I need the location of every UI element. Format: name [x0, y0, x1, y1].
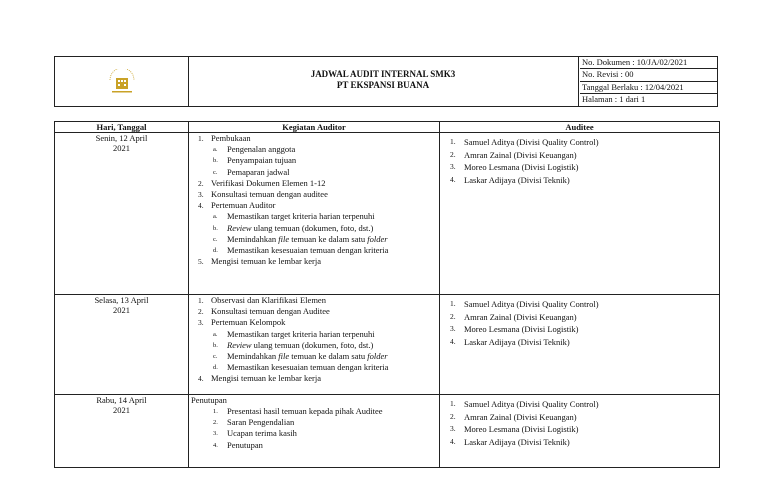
list-item-text: Memindahkan file temuan ke dalam satu folder — [227, 351, 388, 362]
auditee-cell — [440, 133, 720, 295]
list-item-number: c. — [213, 168, 218, 176]
date-text: Senin, 12 April — [95, 133, 148, 143]
list-item — [440, 336, 719, 349]
company-logo-icon — [107, 69, 137, 95]
auditee-name: Moreo Lesmana (Divisi Logistik) — [464, 424, 579, 434]
list-item-number: 3. — [450, 424, 456, 433]
table-row — [55, 395, 720, 468]
list-item — [189, 406, 439, 417]
date-text: Rabu, 14 April — [96, 395, 147, 405]
list-item-number: a. — [213, 146, 218, 154]
list-item-number: 3. — [198, 318, 204, 328]
list-item-text: Penyampaian tujuan — [227, 155, 297, 166]
list-item-text: Verifikasi Dokumen Elemen 1-12 — [211, 177, 326, 188]
meta-document-number: No. Dokumen : 10/JA/02/2021 — [580, 57, 717, 69]
auditee-name: Amran Zainal (Divisi Keuangan) — [464, 411, 577, 422]
list-item-text: Pengenalan anggota — [227, 144, 296, 155]
list-item — [189, 295, 439, 306]
auditee-name: Moreo Lesmana (Divisi Logistik) — [464, 324, 579, 334]
list-item-text: Memastikan kesesuaian temuan dengan kriteria — [227, 245, 389, 256]
list-item — [189, 340, 439, 351]
list-item-number: 2. — [198, 178, 204, 188]
list-item — [189, 200, 439, 211]
meta-page: Halaman : 1 dari 1 — [582, 93, 646, 104]
activities-list — [189, 406, 439, 451]
logo-cell — [55, 57, 189, 106]
list-item-number: 2. — [198, 307, 204, 317]
title-line-1: JADWAL AUDIT INTERNAL SMK3 — [310, 69, 456, 79]
list-item — [189, 189, 439, 200]
list-item-number: 2. — [450, 411, 456, 421]
list-item-number: 1. — [213, 408, 218, 415]
activities-cell — [189, 133, 440, 295]
meta-effective-date: Tanggal Berlaku : 12/04/2021 — [580, 82, 717, 94]
activities-list — [189, 295, 439, 385]
date-text: Selasa, 13 April — [94, 295, 149, 305]
list-item-number: 1. — [450, 299, 456, 308]
list-item-number: c. — [213, 235, 218, 243]
date-cell — [55, 395, 189, 468]
audit-schedule-table — [54, 121, 720, 468]
auditee-cell — [440, 295, 720, 395]
document-meta — [580, 57, 717, 106]
list-item-number: 1. — [450, 137, 456, 146]
list-item-number: b. — [213, 157, 218, 165]
list-item — [440, 136, 719, 149]
list-item-text: Pembukaan — [211, 133, 251, 143]
auditee-name: Laskar Adijaya (Divisi Teknik) — [464, 336, 570, 347]
auditee-name: Moreo Lesmana (Divisi Logistik) — [464, 162, 579, 172]
list-item-number: 2. — [450, 149, 456, 159]
activities-title: Penutupan — [191, 395, 227, 405]
list-item — [440, 436, 719, 449]
header-activities: Kegiatan Auditor — [189, 122, 440, 133]
list-item-number: 3. — [213, 430, 218, 438]
date-cell — [55, 133, 189, 295]
auditee-list — [440, 133, 719, 186]
date-cell — [55, 295, 189, 395]
list-item — [189, 440, 439, 451]
list-item — [189, 362, 439, 373]
auditee-name: Amran Zainal (Divisi Keuangan) — [464, 149, 577, 160]
list-item-text: Mengisi temuan ke lembar kerja — [211, 373, 321, 384]
header-date: Hari, Tanggal — [55, 122, 189, 133]
list-item — [440, 323, 719, 336]
auditee-list — [440, 395, 719, 448]
list-item-number: a. — [213, 213, 218, 221]
date-text: 2021 — [113, 143, 130, 153]
list-item-text: Observasi dan Klarifikasi Elemen — [211, 295, 326, 305]
list-item-number: 4. — [198, 201, 204, 211]
date-text: 2021 — [113, 305, 130, 315]
list-item-number: 4. — [198, 374, 204, 384]
list-item-text: Konsultasi temuan dengan auditee — [211, 189, 328, 200]
list-item — [189, 234, 439, 245]
list-item-number: 4. — [213, 441, 218, 449]
list-item-text: Memastikan kesesuaian temuan dengan kriteria — [227, 362, 389, 373]
list-item-text: Memindahkan file temuan ke dalam satu folder — [227, 233, 388, 244]
list-item — [440, 298, 719, 311]
activities-list — [189, 133, 439, 267]
list-item-number: 3. — [450, 162, 456, 171]
list-item — [440, 411, 719, 424]
list-item-number: c. — [213, 353, 218, 361]
list-item-text: Mengisi temuan ke lembar kerja — [211, 256, 321, 267]
list-item — [189, 133, 439, 144]
list-item — [189, 178, 439, 189]
list-item — [440, 149, 719, 162]
list-item — [189, 144, 439, 155]
list-item — [189, 167, 439, 178]
auditee-cell — [440, 395, 720, 468]
list-item-number: 5. — [198, 257, 204, 267]
list-item — [189, 373, 439, 384]
activities-cell — [189, 295, 440, 395]
list-item — [189, 417, 439, 428]
list-item — [440, 311, 719, 324]
list-item-number: b. — [213, 341, 218, 349]
table-row — [55, 295, 720, 395]
document-header — [54, 56, 718, 107]
list-item-number: 2. — [450, 311, 456, 321]
list-item-number: 3. — [198, 190, 204, 200]
list-item-text: Konsultasi temuan dengan Auditee — [211, 306, 330, 317]
auditee-name: Samuel Aditya (Divisi Quality Control) — [464, 299, 599, 309]
list-item — [189, 256, 439, 267]
list-item-number: 4. — [450, 436, 456, 446]
list-item — [189, 306, 439, 317]
list-item-text: Ucapan terima kasih — [227, 428, 297, 439]
list-item-text: Presentasi hasil temuan kepada pihak Auditee — [227, 406, 383, 416]
list-item — [189, 155, 439, 166]
list-item-number: 4. — [450, 174, 456, 184]
auditee-name: Laskar Adijaya (Divisi Teknik) — [464, 436, 570, 447]
list-item-number: 2. — [213, 419, 218, 427]
title-line-2: PT EKSPANSI BUANA — [336, 80, 430, 90]
list-item — [440, 423, 719, 436]
list-item-text: Penutupan — [227, 439, 263, 450]
list-item-number: 3. — [450, 324, 456, 333]
table-header-row — [55, 122, 720, 133]
list-item — [440, 161, 719, 174]
list-item — [189, 317, 439, 328]
list-item-text: Memastikan target kriteria harian terpenuhi — [227, 211, 375, 222]
auditee-list — [440, 295, 719, 348]
list-item — [440, 398, 719, 411]
list-item — [189, 428, 439, 439]
list-item-number: 1. — [198, 134, 204, 143]
list-item — [189, 211, 439, 222]
list-item — [189, 223, 439, 234]
auditee-name: Laskar Adijaya (Divisi Teknik) — [464, 174, 570, 185]
table-row — [55, 133, 720, 295]
list-item-number: d. — [213, 247, 218, 255]
list-item-number: 1. — [450, 399, 456, 408]
list-item-text: Pemaparan jadwal — [227, 166, 290, 177]
list-item-text: Review ulang temuan (dokumen, foto, dst.) — [227, 339, 374, 350]
list-item — [189, 245, 439, 256]
list-item-number: a. — [213, 330, 218, 338]
list-item-number: 1. — [198, 296, 204, 305]
document-title — [188, 57, 579, 106]
list-item-number: 4. — [450, 336, 456, 346]
activities-cell — [189, 395, 440, 468]
auditee-name: Samuel Aditya (Divisi Quality Control) — [464, 399, 599, 409]
list-item-number: d. — [213, 364, 218, 372]
list-item-text: Pertemuan Auditor — [211, 200, 276, 211]
list-item-text: Review ulang temuan (dokumen, foto, dst.) — [227, 222, 374, 233]
auditee-name: Samuel Aditya (Divisi Quality Control) — [464, 137, 599, 147]
meta-revision: No. Revisi : 00 — [580, 69, 717, 81]
list-item — [189, 351, 439, 362]
list-item-text: Saran Pengendalian — [227, 417, 295, 428]
list-item-number: b. — [213, 224, 218, 232]
list-item — [440, 174, 719, 187]
list-item — [189, 329, 439, 340]
header-auditee: Auditee — [440, 122, 720, 133]
list-item-text: Pertemuan Kelompok — [211, 317, 286, 328]
date-text: 2021 — [113, 405, 130, 415]
list-item-text: Memastikan target kriteria harian terpenuhi — [227, 328, 375, 339]
auditee-name: Amran Zainal (Divisi Keuangan) — [464, 311, 577, 322]
